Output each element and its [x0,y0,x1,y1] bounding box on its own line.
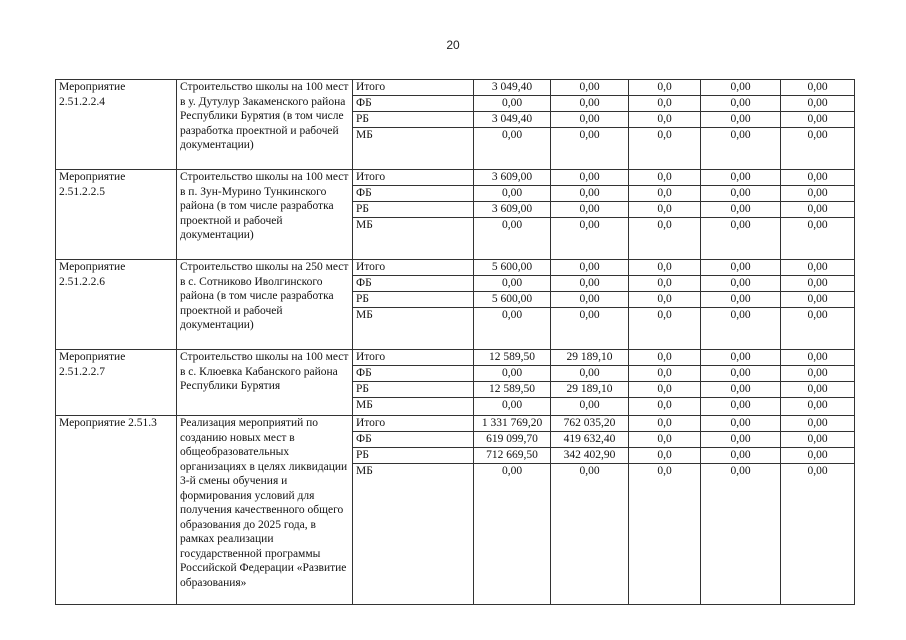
value-col-4: 0,00 [701,186,781,202]
measure-description: Строительство школы на 100 мест в у. Дутулур Закаменского района Республики Бурятия (в том числе разработка проектной и рабочей документации) [177,80,353,170]
measure-description: Реализация мероприятий по созданию новых мест в общеобразовательных организациях в целях ликвидации 3-й смены обучения и формирования условий для получения качественного общего образования до 2025 года, в рамках реализации государственной программы Российской Федерации «Развитие образования» [177,416,353,605]
value-col-3: 0,0 [629,382,701,398]
funding-source: МБ [353,308,474,350]
value-col-1: 0,00 [474,128,551,170]
value-col-5: 0,00 [781,276,855,292]
value-col-1: 3 609,00 [474,170,551,186]
measure-id: Мероприятие 2.51.2.2.5 [56,170,177,260]
funding-source: РБ [353,292,474,308]
value-col-3: 0,0 [629,80,701,96]
value-col-4: 0,00 [701,464,781,605]
funding-source: РБ [353,382,474,398]
value-col-3: 0,0 [629,416,701,432]
value-col-4: 0,00 [701,416,781,432]
value-col-1: 0,00 [474,186,551,202]
value-col-5: 0,00 [781,128,855,170]
value-col-2: 29 189,10 [551,382,629,398]
measure-id: Мероприятие 2.51.2.2.6 [56,260,177,350]
value-col-4: 0,00 [701,128,781,170]
value-col-2: 0,00 [551,202,629,218]
value-col-3: 0,0 [629,128,701,170]
value-col-1: 5 600,00 [474,292,551,308]
value-col-5: 0,00 [781,80,855,96]
table-row [56,80,855,96]
page-number: 20 [446,38,460,52]
value-col-1: 0,00 [474,366,551,382]
value-col-1: 0,00 [474,308,551,350]
value-col-5: 0,00 [781,292,855,308]
value-col-2: 0,00 [551,96,629,112]
value-col-5: 0,00 [781,260,855,276]
value-col-5: 0,00 [781,96,855,112]
value-col-5: 0,00 [781,448,855,464]
value-col-1: 0,00 [474,464,551,605]
value-col-4: 0,00 [701,202,781,218]
value-col-2: 0,00 [551,308,629,350]
funding-source: РБ [353,202,474,218]
value-col-5: 0,00 [781,366,855,382]
value-col-3: 0,0 [629,218,701,260]
value-col-2: 0,00 [551,366,629,382]
value-col-2: 762 035,20 [551,416,629,432]
value-col-1: 3 049,40 [474,112,551,128]
measure-id: Мероприятие 2.51.2.2.7 [56,350,177,416]
value-col-4: 0,00 [701,96,781,112]
funding-source: РБ [353,112,474,128]
funding-source: ФБ [353,186,474,202]
value-col-3: 0,0 [629,432,701,448]
measure-description: Строительство школы на 100 мест в с. Клюевка Кабанского района Республики Бурятия [177,350,353,416]
value-col-2: 0,00 [551,260,629,276]
value-col-1: 0,00 [474,398,551,416]
value-col-4: 0,00 [701,80,781,96]
value-col-3: 0,0 [629,170,701,186]
value-col-2: 419 632,40 [551,432,629,448]
value-col-5: 0,00 [781,416,855,432]
table-body [56,80,855,605]
funding-source: Итого [353,350,474,366]
value-col-4: 0,00 [701,382,781,398]
value-col-5: 0,00 [781,398,855,416]
value-col-4: 0,00 [701,366,781,382]
value-col-3: 0,0 [629,398,701,416]
value-col-4: 0,00 [701,432,781,448]
value-col-1: 3 049,40 [474,80,551,96]
funding-source: МБ [353,464,474,605]
value-col-2: 0,00 [551,170,629,186]
value-col-5: 0,00 [781,170,855,186]
value-col-4: 0,00 [701,260,781,276]
value-col-3: 0,0 [629,350,701,366]
table-row [56,350,855,366]
funding-source: ФБ [353,432,474,448]
value-col-2: 0,00 [551,128,629,170]
value-col-4: 0,00 [701,276,781,292]
value-col-4: 0,00 [701,308,781,350]
value-col-1: 619 099,70 [474,432,551,448]
value-col-3: 0,0 [629,464,701,605]
value-col-2: 0,00 [551,292,629,308]
funding-source: МБ [353,128,474,170]
value-col-1: 3 609,00 [474,202,551,218]
funding-source: Итого [353,170,474,186]
value-col-4: 0,00 [701,170,781,186]
measure-description: Строительство школы на 100 мест в п. Зун-Мурино Тункинского района (в том числе разработка проектной и рабочей документации) [177,170,353,260]
funding-source: РБ [353,448,474,464]
value-col-1: 0,00 [474,218,551,260]
value-col-4: 0,00 [701,292,781,308]
funding-source: ФБ [353,96,474,112]
value-col-4: 0,00 [701,448,781,464]
value-col-5: 0,00 [781,382,855,398]
value-col-2: 0,00 [551,80,629,96]
value-col-3: 0,0 [629,202,701,218]
funding-source: ФБ [353,366,474,382]
value-col-1: 12 589,50 [474,382,551,398]
funding-source: МБ [353,218,474,260]
value-col-5: 0,00 [781,202,855,218]
value-col-2: 0,00 [551,276,629,292]
value-col-2: 0,00 [551,464,629,605]
value-col-5: 0,00 [781,186,855,202]
value-col-2: 0,00 [551,218,629,260]
value-col-1: 5 600,00 [474,260,551,276]
funding-source: Итого [353,260,474,276]
value-col-4: 0,00 [701,350,781,366]
value-col-1: 1 331 769,20 [474,416,551,432]
value-col-5: 0,00 [781,432,855,448]
value-col-3: 0,0 [629,112,701,128]
measure-id: Мероприятие 2.51.3 [56,416,177,605]
value-col-1: 0,00 [474,276,551,292]
measure-description: Строительство школы на 250 мест в с. Сотниково Иволгинского района (в том числе разработка проектной и рабочей документации) [177,260,353,350]
value-col-2: 29 189,10 [551,350,629,366]
value-col-3: 0,0 [629,292,701,308]
value-col-5: 0,00 [781,218,855,260]
value-col-3: 0,0 [629,308,701,350]
table-row [56,416,855,432]
value-col-2: 342 402,90 [551,448,629,464]
value-col-3: 0,0 [629,186,701,202]
value-col-4: 0,00 [701,398,781,416]
value-col-1: 712 669,50 [474,448,551,464]
funding-source: Итого [353,80,474,96]
budget-table [55,79,855,605]
value-col-3: 0,0 [629,276,701,292]
value-col-3: 0,0 [629,448,701,464]
value-col-5: 0,00 [781,350,855,366]
value-col-3: 0,0 [629,96,701,112]
value-col-3: 0,0 [629,366,701,382]
value-col-4: 0,00 [701,112,781,128]
value-col-5: 0,00 [781,308,855,350]
value-col-1: 12 589,50 [474,350,551,366]
table-row [56,170,855,186]
value-col-2: 0,00 [551,186,629,202]
value-col-1: 0,00 [474,96,551,112]
funding-source: МБ [353,398,474,416]
measure-id: Мероприятие 2.51.2.2.4 [56,80,177,170]
funding-source: ФБ [353,276,474,292]
value-col-5: 0,00 [781,112,855,128]
value-col-4: 0,00 [701,218,781,260]
table-row [56,260,855,276]
value-col-3: 0,0 [629,260,701,276]
funding-source: Итого [353,416,474,432]
value-col-2: 0,00 [551,398,629,416]
value-col-2: 0,00 [551,112,629,128]
value-col-5: 0,00 [781,464,855,605]
